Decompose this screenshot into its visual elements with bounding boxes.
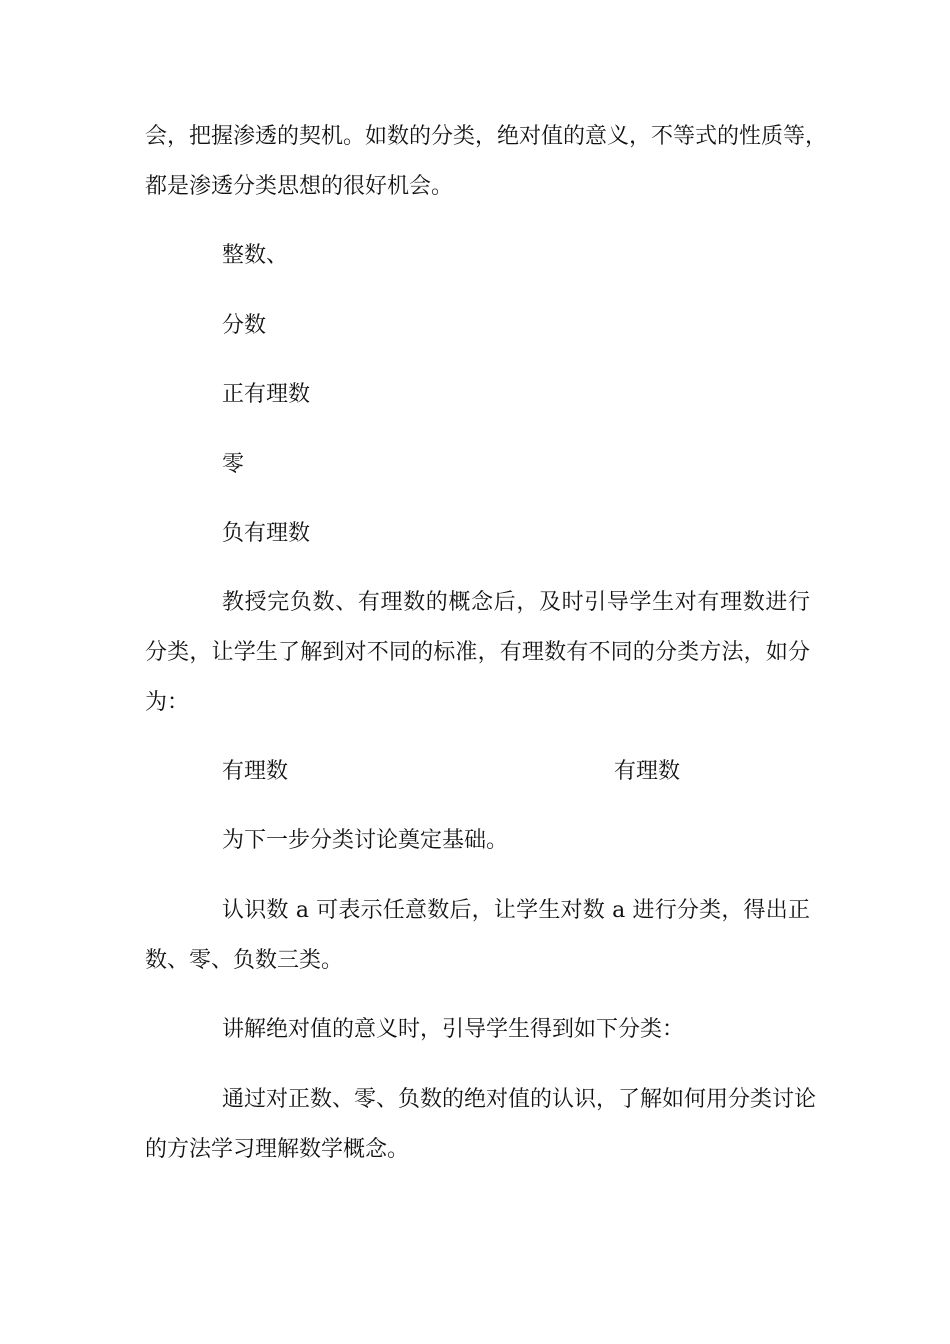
paragraph-3-line-1: 为下一步分类讨论奠定基础。 xyxy=(222,828,509,853)
list-item-negative-rational: 负有理数 xyxy=(222,521,311,546)
paragraph-2-line-1: 教授完负数、有理数的概念后，及时引导学生对有理数进行 xyxy=(222,590,810,615)
diagram-left-label: 有理数 xyxy=(222,759,289,784)
paragraph-1-line-1: 会，把握渗透的契机。如数的分类，绝对值的意义，不等式的性质等， xyxy=(145,124,828,149)
paragraph-6-line-2: 的方法学习理解数学概念。 xyxy=(145,1137,410,1162)
list-item-integer: 整数、 xyxy=(222,243,289,268)
paragraph-1-line-2: 都是渗透分类思想的很好机会。 xyxy=(145,174,454,199)
paragraph-6-line-1: 通过对正数、零、负数的绝对值的认识，了解如何用分类讨论 xyxy=(222,1087,817,1112)
list-item-zero: 零 xyxy=(222,452,245,477)
list-item-fraction: 分数 xyxy=(222,313,267,338)
paragraph-4-line-2: 数、零、负数三类。 xyxy=(145,948,344,973)
paragraph-2-line-3: 为： xyxy=(145,690,190,715)
paragraph-2-line-2: 分类，让学生了解到对不同的标准，有理数有不同的分类方法，如分 xyxy=(145,640,810,665)
paragraph-5-line-1: 讲解绝对值的意义时，引导学生得到如下分类： xyxy=(222,1017,685,1042)
paragraph-4-line-1: 认识数 a 可表示任意数后，让学生对数 a 进行分类，得出正 xyxy=(222,898,810,923)
list-item-positive-rational: 正有理数 xyxy=(222,382,311,407)
diagram-right-label: 有理数 xyxy=(614,759,681,784)
